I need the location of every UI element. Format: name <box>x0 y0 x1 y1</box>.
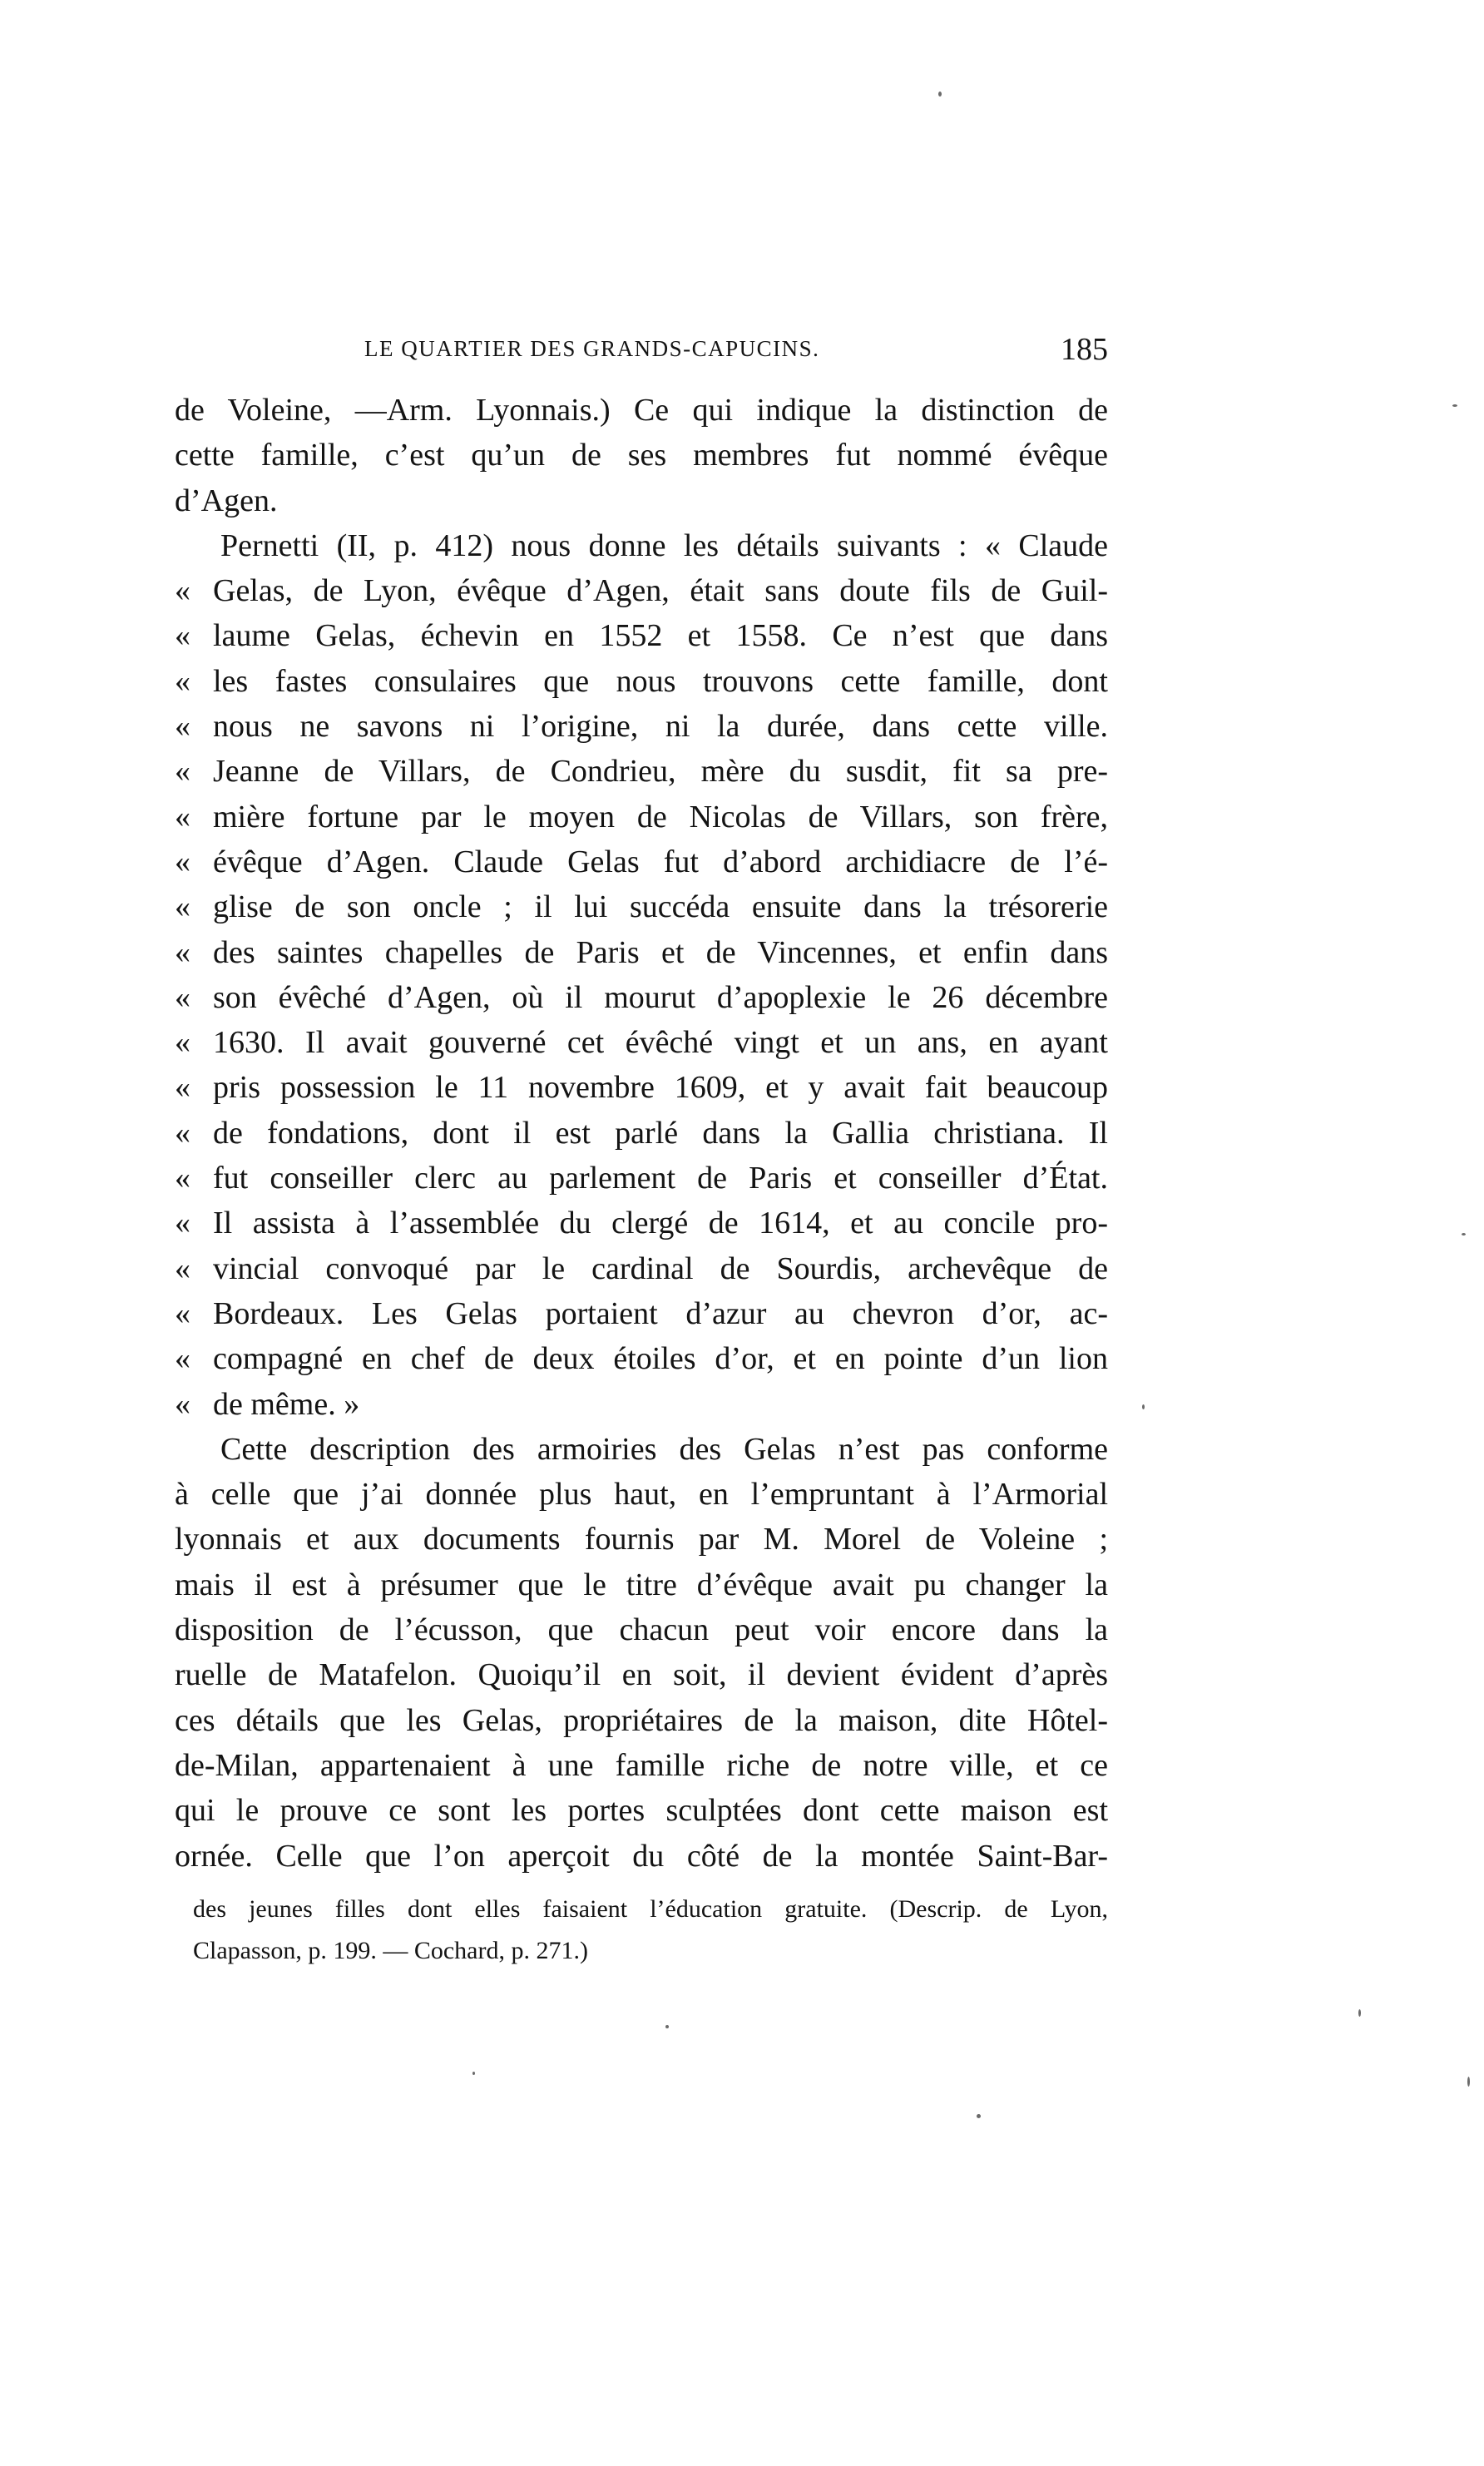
text-line-content: mais il est à présumer que le titre d’évêque avait pu changer la <box>175 1567 1108 1602</box>
scan-speck <box>472 2072 475 2075</box>
text-line-content: disposition de l’écusson, que chacun peut voir encore dans la <box>175 1612 1108 1648</box>
text-line <box>175 975 1108 1020</box>
text-line-content: de Voleine, —Arm. Lyonnais.) Ce qui indique la distinction de <box>175 393 1108 428</box>
scan-speck <box>665 2025 669 2028</box>
text-line <box>175 1652 1108 1697</box>
running-title: LE QUARTIER DES GRANDS-CAPUCINS. <box>364 336 820 361</box>
quote-mark: « <box>175 1025 190 1061</box>
text-line <box>175 478 1108 523</box>
text-line-content: compagné en chef de deux étoiles d’or, et en pointe d’un lion <box>213 1341 1108 1377</box>
quote-mark: « <box>175 1161 190 1196</box>
quote-mark: « <box>175 573 190 609</box>
text-line-content: fut conseiller clerc au parlement de Paris et conseiller d’État. <box>213 1161 1108 1196</box>
scan-speck <box>1467 2077 1470 2087</box>
scan-speck <box>1142 1404 1145 1409</box>
quote-mark: « <box>175 709 190 745</box>
footnote <box>193 1889 1108 1972</box>
text-line-content: ces détails que les Gelas, propriétaires de la maison, dite Hôtel- <box>175 1702 1108 1738</box>
text-line <box>175 1201 1108 1245</box>
text-line-content: évêque d’Agen. Claude Gelas fut d’abord archidiacre de l’é- <box>213 844 1108 879</box>
text-line <box>175 1788 1108 1833</box>
text-line <box>175 704 1108 749</box>
text-line-content: mière fortune par le moyen de Nicolas de Villars, son frère, <box>213 799 1108 834</box>
text-line <box>175 930 1108 975</box>
quote-mark: « <box>175 1115 190 1151</box>
text-line <box>175 1698 1108 1743</box>
footnote-line: des jeunes filles dont elles faisaient l’éducation gratuite. (Descrip. de Lyon, <box>193 1895 1108 1923</box>
quote-mark: « <box>175 1386 190 1422</box>
quote-mark: « <box>175 663 190 699</box>
text-line-content: ruelle de Matafelon. Quoiqu’il en soit, il devient évident d’après <box>175 1657 1108 1693</box>
quote-mark: « <box>175 1070 190 1106</box>
text-line <box>175 1834 1108 1879</box>
text-line-content: des saintes chapelles de Paris et de Vincennes, et enfin dans <box>213 934 1108 970</box>
quote-mark: « <box>175 754 190 790</box>
text-line <box>175 1427 1108 1472</box>
text-line-content: pris possession le 11 novembre 1609, et y avait fait beaucoup <box>213 1070 1108 1106</box>
quote-mark: « <box>175 979 190 1015</box>
text-line <box>175 388 1108 433</box>
quote-mark: « <box>175 618 190 654</box>
page-number: 185 <box>1061 332 1108 367</box>
text-line-content: Gelas, de Lyon, évêque d’Agen, était sans doute fils de Guil- <box>213 573 1108 609</box>
text-line-content: son évêché d’Agen, où il mourut d’apoplexie le 26 décembre <box>213 979 1108 1015</box>
text-line-content: lyonnais et aux documents fournis par M. Morel de Voleine ; <box>175 1522 1108 1557</box>
running-head <box>175 331 1108 381</box>
text-line-content: d’Agen. <box>175 483 278 518</box>
quote-mark: « <box>175 1295 190 1331</box>
scan-speck <box>1358 2009 1361 2017</box>
text-line <box>175 433 1108 478</box>
quote-mark: « <box>175 1250 190 1286</box>
text-line-content: de-Milan, appartenaient à une famille riche de notre ville, et ce <box>175 1747 1108 1783</box>
quote-mark: « <box>175 934 190 970</box>
text-line <box>175 1607 1108 1652</box>
text-line <box>175 1743 1108 1788</box>
text-line <box>175 1472 1108 1517</box>
scan-speck <box>1462 1233 1466 1235</box>
text-line <box>175 1020 1108 1065</box>
text-line <box>175 1156 1108 1201</box>
scan-speck <box>938 92 942 97</box>
text-line-content: 1630. Il avait gouverné cet évêché vingt et un ans, en ayant <box>213 1025 1108 1061</box>
quote-mark: « <box>175 889 190 925</box>
quote-mark: « <box>175 799 190 834</box>
text-line-content: vincial convoqué par le cardinal de Sourdis, archevêque de <box>213 1250 1108 1286</box>
text-line <box>175 613 1108 658</box>
text-line-content: Il assista à l’assemblée du clergé de 1614, et au concile pro- <box>213 1206 1108 1241</box>
text-line <box>175 1382 1108 1427</box>
text-line <box>175 839 1108 884</box>
scan-speck <box>1452 404 1457 407</box>
quote-mark: « <box>175 1206 190 1241</box>
text-line <box>175 659 1108 704</box>
text-line <box>175 1065 1108 1110</box>
quote-mark: « <box>175 1341 190 1377</box>
text-line-content: de fondations, dont il est parlé dans la Gallia christiana. Il <box>213 1115 1108 1151</box>
text-line <box>175 568 1108 613</box>
text-line <box>175 795 1108 839</box>
text-line-content: cette famille, c’est qu’un de ses membres fut nommé évêque <box>175 438 1108 473</box>
text-line <box>175 1517 1108 1562</box>
text-line-content: Pernetti (II, p. 412) nous donne les détails suivants : « Claude <box>220 527 1108 563</box>
scan-speck <box>977 2114 981 2118</box>
text-line <box>175 523 1108 568</box>
text-line <box>175 1336 1108 1381</box>
body-text <box>175 388 1108 1879</box>
text-line <box>175 1562 1108 1607</box>
text-line <box>175 1246 1108 1291</box>
text-line <box>175 1111 1108 1156</box>
text-line-content: glise de son oncle ; il lui succéda ensuite dans la trésorerie <box>213 889 1108 925</box>
quote-mark: « <box>175 844 190 879</box>
text-line-content: laume Gelas, échevin en 1552 et 1558. Ce n’est que dans <box>213 618 1108 654</box>
text-line-content: de même. » <box>213 1386 360 1422</box>
text-line-content: Bordeaux. Les Gelas portaient d’azur au chevron d’or, ac- <box>213 1295 1108 1331</box>
text-line <box>175 1291 1108 1336</box>
footnote-line: Clapasson, p. 199. — Cochard, p. 271.) <box>193 1937 588 1964</box>
text-line-content: Jeanne de Villars, de Condrieu, mère du susdit, fit sa pre- <box>213 754 1108 790</box>
text-line <box>175 884 1108 929</box>
text-line <box>175 749 1108 794</box>
text-line-content: nous ne savons ni l’origine, ni la durée, dans cette ville. <box>213 709 1108 745</box>
text-line-content: Cette description des armoiries des Gelas n’est pas conforme <box>220 1431 1108 1467</box>
text-line-content: à celle que j’ai donnée plus haut, en l’empruntant à l’Armorial <box>175 1477 1108 1513</box>
text-line-content: les fastes consulaires que nous trouvons cette famille, dont <box>213 663 1108 699</box>
text-line-content: qui le prouve ce sont les portes sculptées dont cette maison est <box>175 1793 1108 1829</box>
text-line-content: ornée. Celle que l’on aperçoit du côté de la montée Saint-Bar- <box>175 1838 1108 1874</box>
